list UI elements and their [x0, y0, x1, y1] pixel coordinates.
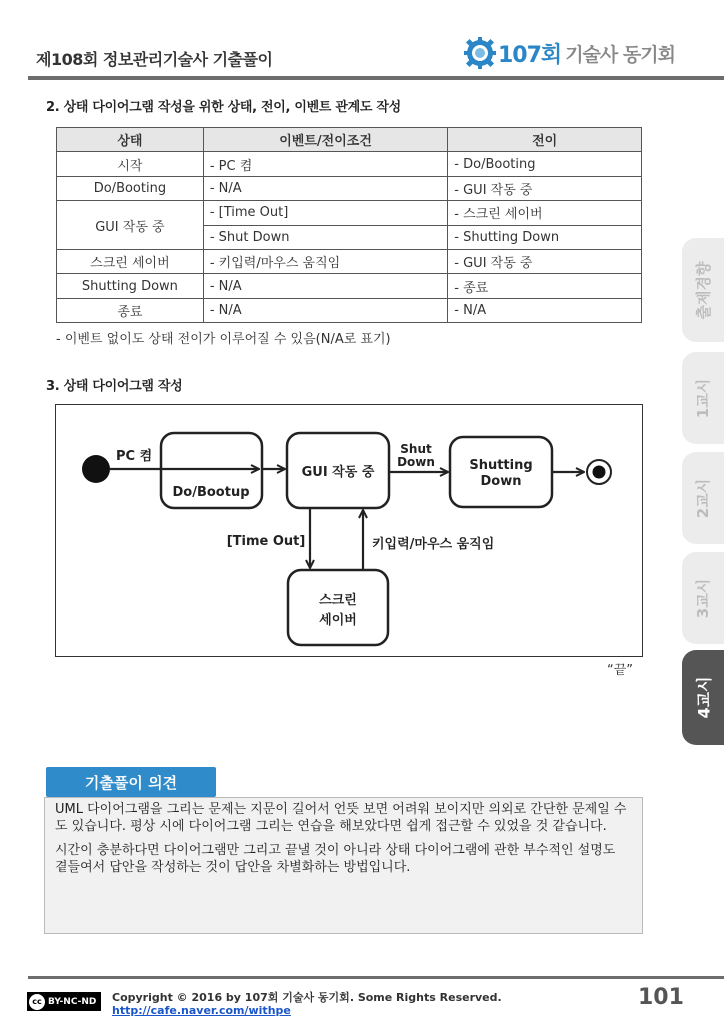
tab-label: 4교시	[694, 676, 714, 719]
transition-cell: - 종료	[448, 274, 642, 298]
footer-divider	[28, 976, 724, 979]
copyright-text: Copyright © 2016 by 107회 기술사 동기회. Some Rights Reserved.	[112, 991, 502, 1004]
cafe-link[interactable]: http://cafe.naver.com/withpe	[112, 1004, 291, 1017]
table-row	[57, 274, 642, 298]
brand-logo-group	[464, 36, 675, 70]
gear-logo-icon	[464, 37, 496, 69]
tab-label: 2교시	[694, 478, 713, 518]
transition-cell: - Do/Booting	[448, 152, 642, 176]
label-gui-running: GUI 작동 중	[301, 465, 375, 480]
tab-label: 3교시	[694, 578, 713, 618]
event-cell: - PC 켬	[203, 152, 447, 176]
label-saver-line2: 세이버	[319, 613, 357, 628]
event-cell: - [Time Out]	[203, 201, 447, 225]
tab-label: 출제경향	[694, 261, 713, 319]
section-2-title: 2. 상태 다이어그램 작성을 위한 상태, 전이, 이벤트 관계도 작성	[46, 100, 401, 115]
brand-text: 기술사 동기회	[565, 43, 675, 66]
header-divider	[28, 76, 724, 80]
table-header-row	[57, 128, 642, 152]
event-cell: - Shut Down	[203, 225, 447, 249]
column-header-event: 이벤트/전이조건	[203, 128, 447, 152]
label-shut-line1: Shut	[400, 442, 432, 456]
section-3-title: 3. 상태 다이어그램 작성	[46, 379, 183, 394]
state-cell: Shutting Down	[57, 274, 204, 298]
state-diagram	[55, 404, 643, 657]
state-cell: GUI 작동 중	[57, 201, 204, 250]
label-shut-line2: Down	[397, 455, 435, 469]
state-cell: 스크린 세이버	[57, 249, 204, 273]
table-row	[57, 201, 642, 225]
page-header-title: 제108회 정보관리기술사 기출풀이	[36, 50, 273, 69]
cc-license-text: BY-NC-ND	[48, 996, 97, 1007]
event-cell: - N/A	[203, 176, 447, 200]
table-note: - 이벤트 없이도 상태 전이가 이루어질 수 있음(N/A로 표기)	[56, 332, 391, 347]
opinion-label: 기출풀이 의견	[46, 767, 216, 797]
transition-cell: - N/A	[448, 298, 642, 322]
opinion-paragraph: UML 다이어그램을 그리는 문제는 지문이 길어서 언뜻 보면 어려워 보이지만 의외로 간단한 문제일 수도 있습니다. 평상 시에 다이어그램 그리는 연습을 해보았다면 쉽게 접근할 수 있었을 것 같습니다.	[55, 802, 627, 834]
label-key-input: 키입력/마우스 움직임	[372, 537, 495, 552]
state-cell: 시작	[57, 152, 204, 176]
column-header-transition: 전이	[448, 128, 642, 152]
transition-cell: - GUI 작동 중	[448, 176, 642, 200]
tab-period-4[interactable]	[682, 650, 724, 745]
opinion-box	[44, 797, 643, 934]
table-row	[57, 298, 642, 322]
tab-period-2[interactable]	[682, 452, 724, 544]
label-shutting-line2: Down	[480, 474, 522, 489]
table-row	[57, 152, 642, 176]
tab-period-3[interactable]	[682, 552, 724, 644]
table-row	[57, 249, 642, 273]
cc-license-badge[interactable]	[27, 992, 101, 1011]
cc-icon: cc	[29, 994, 45, 1010]
table-row	[57, 176, 642, 200]
initial-state-node	[82, 455, 110, 483]
tab-label: 1교시	[694, 378, 713, 418]
transition-cell: - GUI 작동 중	[448, 249, 642, 273]
end-mark: “끝”	[607, 663, 634, 678]
label-pc-on: PC 켬	[116, 449, 153, 464]
page-number: 101	[638, 985, 684, 1010]
brand-number: 107회	[498, 42, 562, 68]
tab-exam-trend[interactable]	[682, 238, 724, 342]
transition-cell: - Shutting Down	[448, 225, 642, 249]
label-booting: Do/Bootup	[172, 485, 250, 500]
state-cell: 종료	[57, 298, 204, 322]
event-cell: - N/A	[203, 298, 447, 322]
event-cell: - N/A	[203, 274, 447, 298]
opinion-paragraph: 시간이 충분하다면 다이어그램만 그리고 끝낼 것이 아니라 상태 다이어그램에 관한 부수적인 설명도 곁들여서 답안을 작성하는 것이 답안을 차별화하는 방법입니다.	[55, 843, 616, 875]
final-state-core	[593, 466, 606, 479]
column-header-state: 상태	[57, 128, 204, 152]
state-transition-table	[56, 127, 642, 323]
label-saver-line1: 스크린	[319, 593, 357, 608]
state-cell: Do/Booting	[57, 176, 204, 200]
tab-period-1[interactable]	[682, 352, 724, 444]
transition-cell: - 스크린 세이버	[448, 201, 642, 225]
label-timeout: [Time Out]	[226, 534, 306, 549]
state-diagram-canvas	[56, 405, 644, 658]
label-shutting-line1: Shutting	[469, 458, 533, 473]
event-cell: - 키입력/마우스 움직임	[203, 249, 447, 273]
